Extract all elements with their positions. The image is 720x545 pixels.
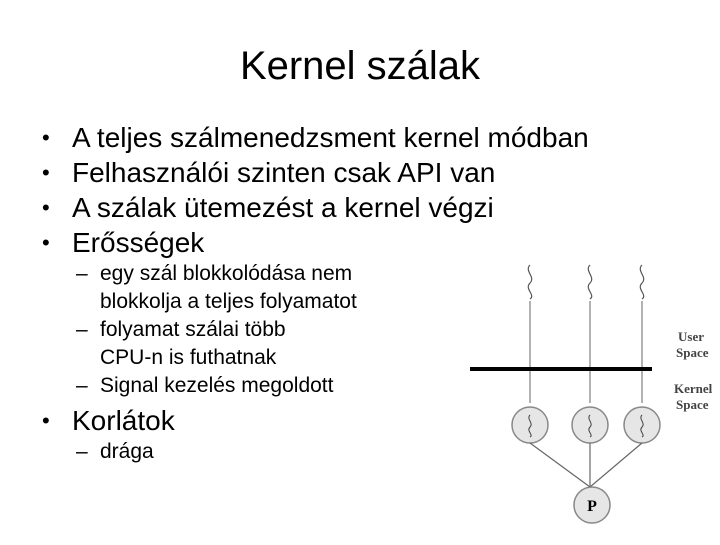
bullet-item bbox=[42, 190, 589, 225]
strengths-list bbox=[76, 260, 357, 400]
dash-icon: – bbox=[76, 374, 88, 397]
kernel-thread-circle bbox=[572, 407, 608, 443]
user-thread-squiggle bbox=[588, 265, 591, 299]
bullet-item bbox=[42, 120, 589, 155]
bullet-text: Erősségek bbox=[72, 227, 205, 258]
kernel-thread-circle bbox=[624, 407, 660, 443]
bullet-text: A teljes szálmenedzsment kernel módban bbox=[72, 122, 589, 153]
limitations-list bbox=[42, 403, 175, 438]
kernel-space-label: Kernel bbox=[674, 381, 713, 396]
bullet-text: Korlátok bbox=[72, 405, 175, 436]
bullet-text: A szálak ütemezést a kernel végzi bbox=[72, 192, 494, 223]
slide-title: Kernel szálak bbox=[239, 44, 481, 88]
bullet-icon: • bbox=[42, 195, 50, 220]
limitations-sub-list bbox=[76, 438, 154, 466]
kernel-space-label: Space bbox=[676, 397, 709, 412]
process-label: P bbox=[587, 498, 597, 515]
sub-bullet-text: drága bbox=[100, 440, 154, 463]
bullet-icon: • bbox=[42, 160, 50, 185]
dash-icon: – bbox=[76, 440, 88, 463]
dash-icon: – bbox=[76, 318, 88, 341]
sub-bullet-item bbox=[76, 316, 357, 372]
bullet-icon: • bbox=[42, 125, 50, 150]
user-space-label: User bbox=[678, 329, 704, 344]
sub-bullet-item bbox=[76, 438, 154, 466]
bullet-item bbox=[42, 403, 175, 438]
dash-icon: – bbox=[76, 262, 88, 285]
sub-bullet-text-cont: blokkolja a teljes folyamatot bbox=[100, 290, 357, 313]
process-link bbox=[530, 443, 590, 487]
process-link bbox=[590, 443, 642, 487]
user-thread-squiggle bbox=[528, 265, 531, 299]
sub-bullet-item bbox=[76, 372, 357, 400]
sub-bullet-text: folyamat szálai több bbox=[100, 318, 286, 341]
main-bullet-list bbox=[42, 120, 589, 260]
sub-bullet-text: egy szál blokkolódása nem bbox=[100, 262, 353, 285]
sub-bullet-item bbox=[76, 260, 357, 316]
sub-bullet-text-cont: CPU-n is futhatnak bbox=[100, 346, 277, 369]
kernel-threads-diagram bbox=[466, 255, 720, 540]
bullet-item bbox=[42, 155, 589, 190]
user-space-label: Space bbox=[676, 345, 709, 360]
bullet-text: Felhasználói szinten csak API van bbox=[72, 157, 496, 188]
bullet-icon: • bbox=[42, 230, 50, 255]
bullet-icon: • bbox=[42, 408, 50, 433]
kernel-thread-circle bbox=[512, 407, 548, 443]
diagram-svg bbox=[466, 255, 720, 540]
user-thread-squiggle bbox=[640, 265, 643, 299]
sub-bullet-text: Signal kezelés megoldott bbox=[100, 374, 334, 397]
